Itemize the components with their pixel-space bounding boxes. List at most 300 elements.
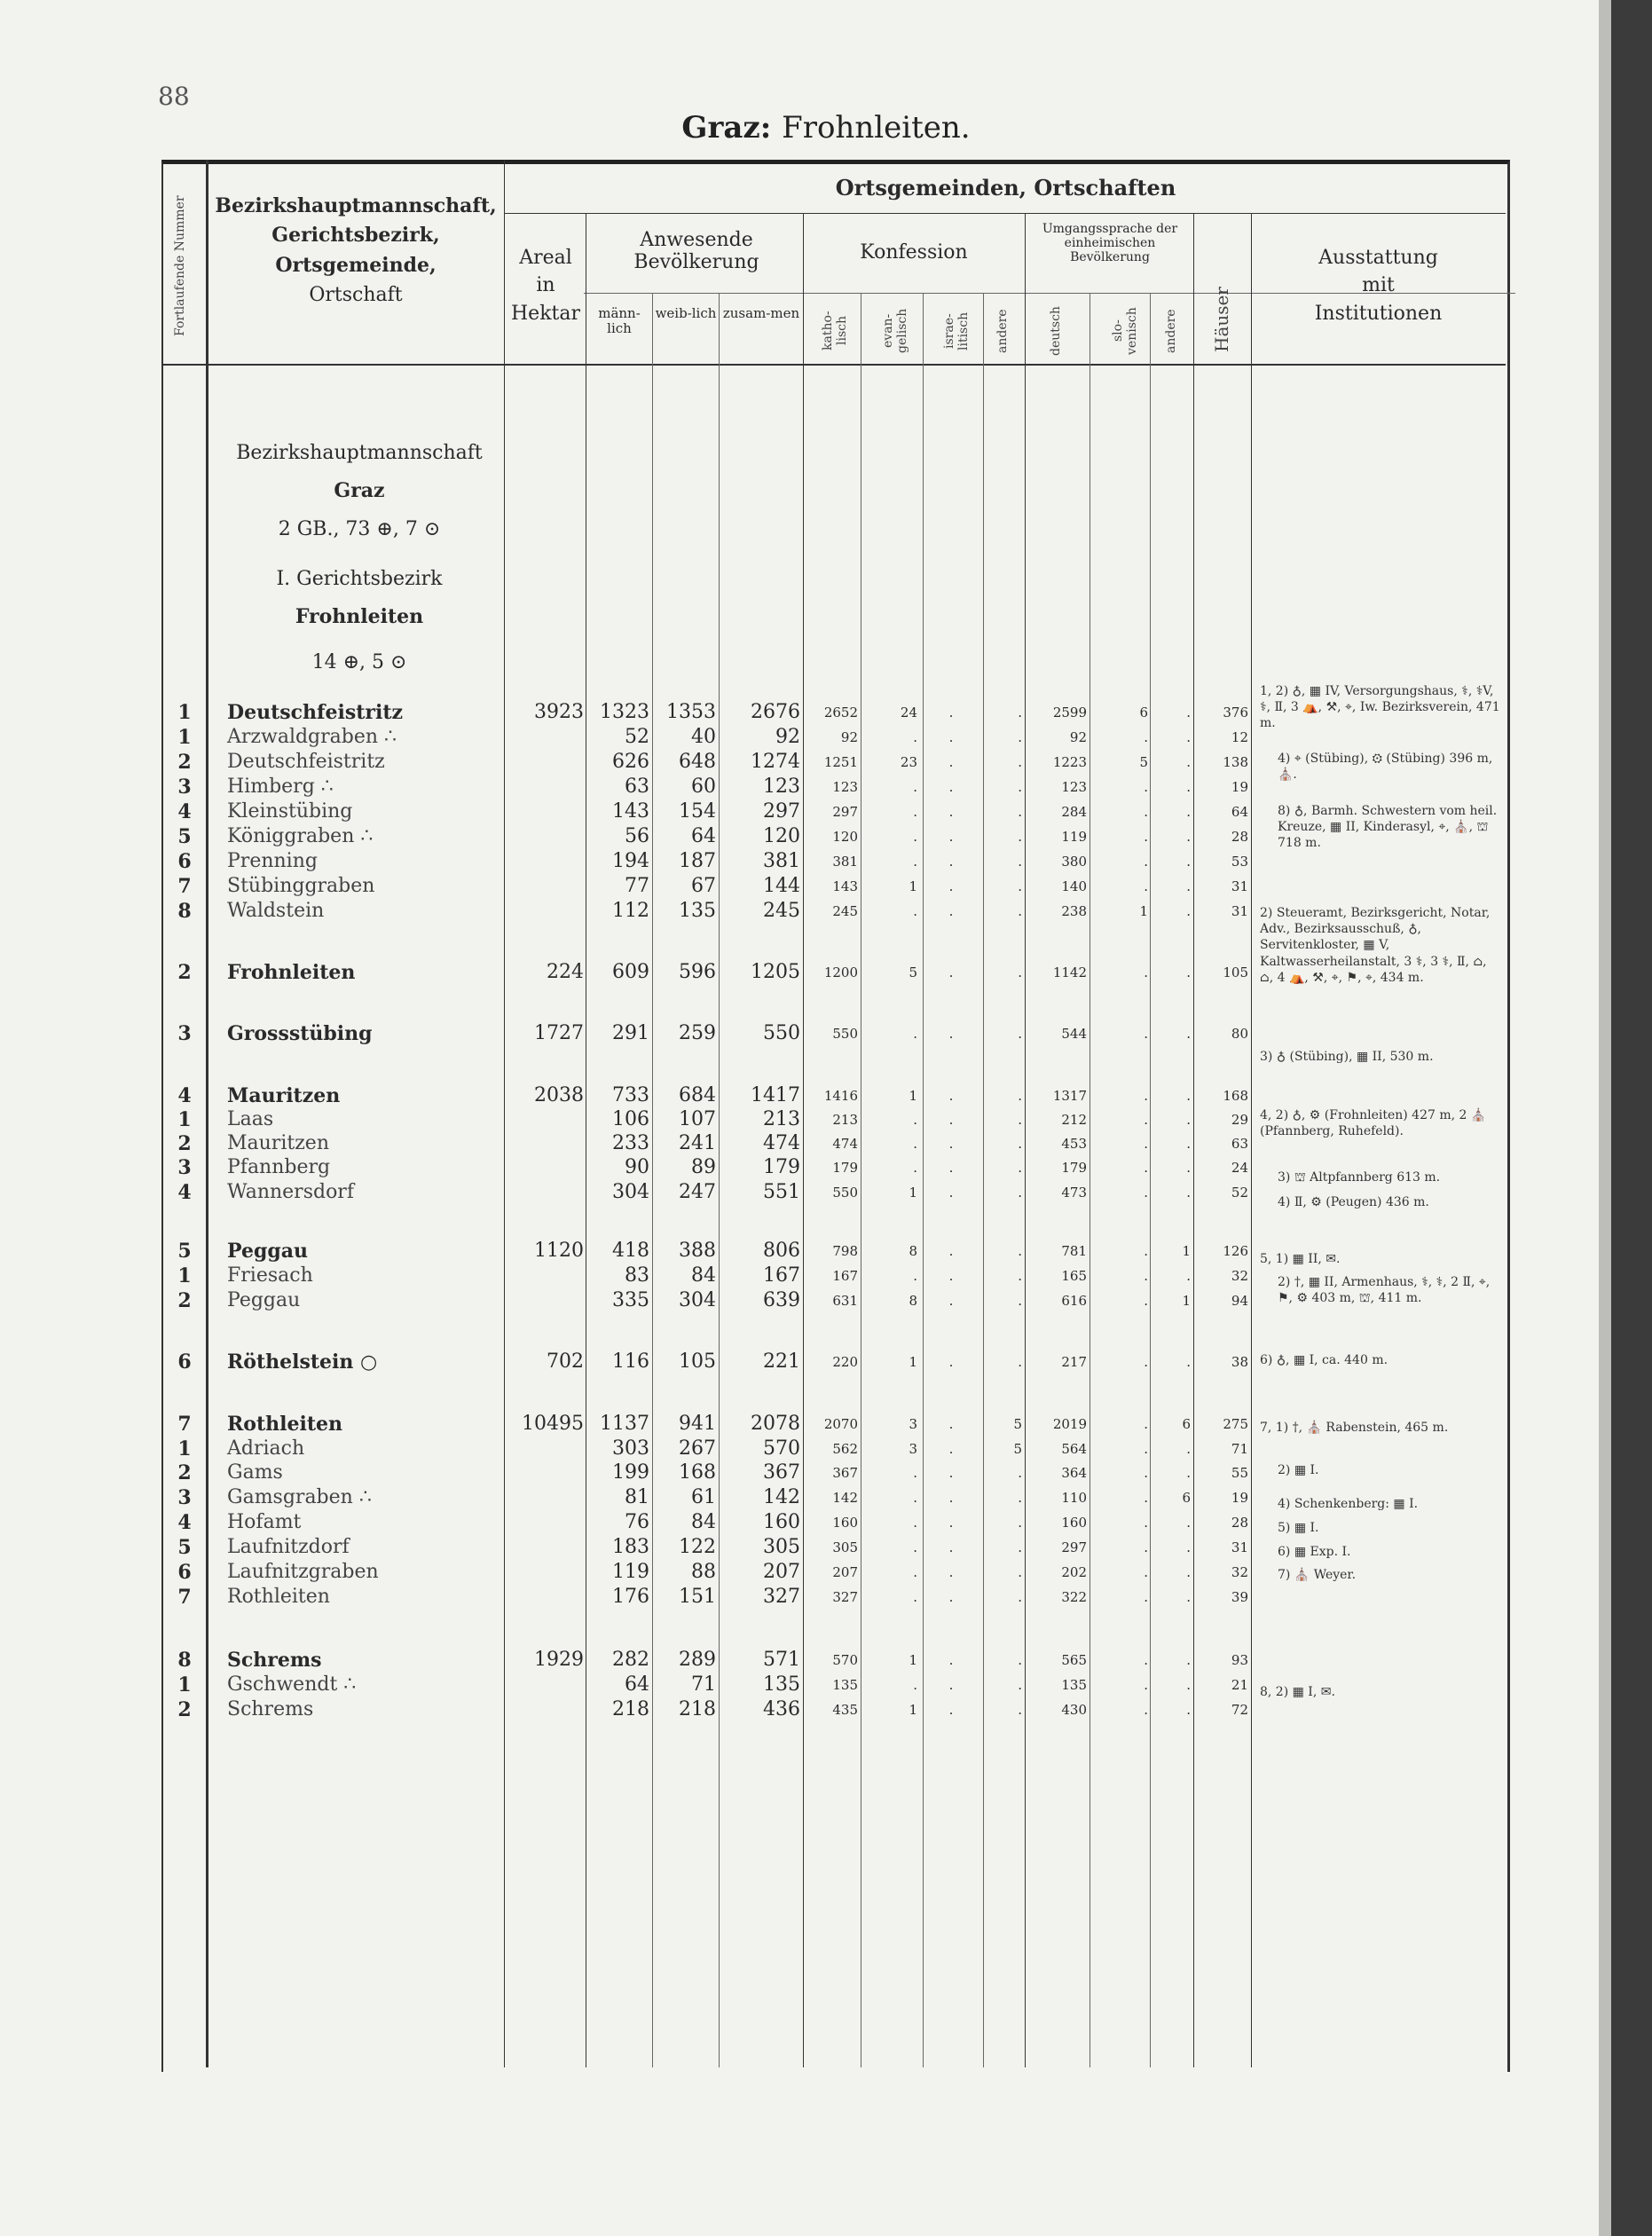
- row-and-cell: .: [1018, 1088, 1022, 1104]
- row-haus-cell: 28: [1231, 829, 1248, 845]
- row-slo-cell: .: [1144, 1652, 1148, 1668]
- row-name-cell: Rothleiten: [227, 1413, 342, 1436]
- header-bezirk-line3: Ortsgemeinde,: [275, 253, 437, 277]
- row-nr-cell: 3: [177, 1156, 192, 1179]
- row-deu-cell: 616: [1061, 1293, 1087, 1309]
- header-ausstattung-line1: Ausstattung: [1318, 247, 1438, 269]
- row-and2-cell: .: [1186, 1539, 1191, 1555]
- header-bottom-rule: [161, 364, 1506, 366]
- row-name-cell: Himberg ∴: [227, 776, 334, 798]
- ausstattung-note: 6) ♁, ▦ I, ca. 440 m.: [1260, 1353, 1388, 1367]
- row-name-cell: Grossstübing: [227, 1022, 373, 1045]
- row-isr-cell: .: [948, 1185, 954, 1201]
- col-rule: [719, 293, 720, 2067]
- row-haus-cell: 21: [1231, 1677, 1248, 1693]
- row-and2-cell: .: [1186, 1160, 1191, 1176]
- row-deu-cell: 119: [1061, 829, 1087, 845]
- row-evan-cell: .: [913, 779, 917, 795]
- row-and-cell: .: [1018, 729, 1022, 745]
- ausstattung-note: 2) Steueramt, Bezirksgericht, Notar, Adv., Bezirksausschuß, ♁, Servitenkloster, ▦ V, Kaltwasserheilanstalt, 3 ⚕, 3 ⚕, Ⅱ, ⌂, ⌂, 4 ⛺, ⚒, ⌖, ⚑, ⌖, 434 m.: [1260, 906, 1491, 985]
- row-slo-cell: .: [1144, 1515, 1148, 1531]
- row-m-cell: 1137: [600, 1413, 649, 1435]
- col-rule: [803, 213, 804, 2067]
- row-nr-cell: 3: [177, 1022, 192, 1045]
- row-and2-cell: .: [1186, 1136, 1191, 1152]
- row-w-cell: 89: [691, 1156, 716, 1178]
- row-z-cell: 297: [763, 800, 800, 823]
- row-deu-cell: 380: [1061, 854, 1087, 870]
- row-deu-cell: 2599: [1052, 705, 1087, 720]
- row-evan-cell: 1: [909, 1652, 917, 1668]
- row-and-cell: .: [1018, 1026, 1022, 1042]
- row-haus-cell: 53: [1231, 854, 1248, 870]
- row-deu-cell: 1142: [1052, 964, 1087, 980]
- row-haus-cell: 19: [1231, 779, 1248, 795]
- row-m-cell: 52: [625, 726, 649, 748]
- row-isr-cell: .: [948, 1088, 954, 1104]
- row-z-cell: 1274: [751, 751, 800, 773]
- row-isr-cell: .: [948, 1702, 954, 1718]
- ausstattung-note: 4) Ⅱ, ⚙ (Peugen) 436 m.: [1278, 1195, 1429, 1209]
- row-nr-cell: 5: [177, 1240, 192, 1263]
- row-name-cell: Deutschfeistritz: [227, 701, 403, 724]
- row-slo-cell: .: [1144, 1354, 1148, 1370]
- row-nr-cell: 4: [177, 800, 192, 823]
- col-rule: [652, 293, 653, 2067]
- row-nr-cell: 7: [177, 1586, 192, 1609]
- row-kath-cell: 1416: [823, 1088, 858, 1104]
- row-kath-cell: 2652: [823, 705, 858, 720]
- row-slo-cell: .: [1144, 729, 1148, 745]
- row-nr-cell: 7: [177, 1413, 192, 1436]
- row-deu-cell: 564: [1061, 1441, 1087, 1457]
- row-deu-cell: 781: [1061, 1243, 1087, 1259]
- intro-gb-label: I. Gerichtsbezirk: [276, 568, 443, 590]
- row-nr-cell: 2: [177, 1698, 192, 1721]
- row-areal-cell: 1120: [534, 1240, 584, 1262]
- row-haus-cell: 32: [1231, 1268, 1248, 1284]
- row-w-cell: 259: [679, 1022, 716, 1044]
- row-evan-cell: .: [913, 1490, 917, 1506]
- row-m-cell: 199: [612, 1461, 649, 1484]
- row-haus-cell: 28: [1231, 1515, 1248, 1531]
- row-slo-cell: .: [1144, 878, 1148, 894]
- row-and2-cell: .: [1186, 779, 1191, 795]
- row-slo-cell: 1: [1139, 903, 1148, 919]
- row-slo-cell: .: [1144, 964, 1148, 980]
- row-m-cell: 143: [612, 800, 649, 823]
- row-kath-cell: 305: [832, 1539, 858, 1555]
- row-z-cell: 327: [763, 1586, 800, 1608]
- intro-bh-stats: 2 GB., 73 ⊕, 7 ⊙: [278, 518, 441, 540]
- row-and2-cell: .: [1186, 729, 1191, 745]
- row-z-cell: 1205: [751, 961, 800, 983]
- row-nr-cell: 4: [177, 1084, 192, 1107]
- row-and2-cell: .: [1186, 1465, 1191, 1481]
- intro-bh-label: Bezirkshauptmannschaft: [236, 442, 483, 464]
- row-and2-cell: .: [1186, 878, 1191, 894]
- row-haus-cell: 38: [1231, 1354, 1248, 1370]
- title-place: Graz:: [681, 110, 772, 146]
- row-kath-cell: 120: [832, 829, 858, 845]
- header-katholisch: katho-lisch: [821, 311, 849, 351]
- row-slo-cell: .: [1144, 829, 1148, 845]
- row-evan-cell: 1: [909, 1088, 917, 1104]
- row-w-cell: 304: [679, 1289, 716, 1311]
- row-w-cell: 84: [691, 1264, 716, 1287]
- row-and-cell: .: [1018, 1465, 1022, 1481]
- header-andere1: andere: [995, 309, 1010, 353]
- row-m-cell: 282: [612, 1649, 649, 1671]
- row-slo-cell: .: [1144, 1185, 1148, 1201]
- row-haus-cell: 64: [1231, 804, 1248, 820]
- row-w-cell: 84: [691, 1511, 716, 1533]
- row-and2-cell: .: [1186, 1354, 1191, 1370]
- row-name-cell: Arzwaldgraben ∴: [227, 726, 397, 748]
- row-evan-cell: .: [913, 1515, 917, 1531]
- row-and2-cell: .: [1186, 1268, 1191, 1284]
- row-haus-cell: 31: [1231, 903, 1248, 919]
- row-nr-cell: 6: [177, 1561, 192, 1584]
- row-evan-cell: .: [913, 1539, 917, 1555]
- row-nr-cell: 1: [177, 726, 192, 749]
- row-isr-cell: .: [948, 1136, 954, 1152]
- row-kath-cell: 570: [832, 1652, 858, 1668]
- row-haus-cell: 55: [1231, 1465, 1248, 1481]
- row-and-cell: .: [1018, 1268, 1022, 1284]
- row-isr-cell: .: [948, 1441, 954, 1457]
- page-number: 88: [158, 82, 190, 111]
- row-nr-cell: 6: [177, 1350, 192, 1374]
- header-areal-line2: in: [536, 274, 555, 297]
- row-m-cell: 76: [625, 1511, 649, 1533]
- row-name-cell: Stübinggraben: [227, 875, 375, 897]
- row-m-cell: 64: [625, 1673, 649, 1696]
- row-and-cell: .: [1018, 854, 1022, 870]
- row-isr-cell: .: [948, 705, 954, 720]
- row-and-cell: .: [1018, 1515, 1022, 1531]
- row-name-cell: Peggau: [227, 1289, 301, 1311]
- row-kath-cell: 297: [832, 804, 858, 820]
- col-rule: [983, 293, 984, 2067]
- row-haus-cell: 12: [1231, 729, 1248, 745]
- row-name-cell: Laas: [227, 1108, 274, 1130]
- row-isr-cell: .: [948, 1354, 954, 1370]
- row-m-cell: 63: [625, 776, 649, 798]
- row-isr-cell: .: [948, 1112, 954, 1128]
- row-and2-cell: .: [1186, 1112, 1191, 1128]
- row-and-cell: .: [1018, 1652, 1022, 1668]
- row-name-cell: Kleinstübing: [227, 800, 353, 823]
- row-and2-cell: 6: [1182, 1490, 1191, 1506]
- row-and2-cell: .: [1186, 1702, 1191, 1718]
- row-kath-cell: 367: [832, 1465, 858, 1481]
- row-m-cell: 609: [612, 961, 649, 983]
- row-name-cell: Schrems: [227, 1649, 322, 1672]
- row-nr-cell: 3: [177, 1486, 192, 1509]
- row-slo-cell: .: [1144, 1465, 1148, 1481]
- row-slo-cell: .: [1144, 1490, 1148, 1506]
- row-deu-cell: 238: [1061, 903, 1087, 919]
- row-haus-cell: 39: [1231, 1589, 1248, 1605]
- row-and2-cell: 1: [1182, 1293, 1191, 1309]
- row-and2-cell: .: [1186, 804, 1191, 820]
- row-slo-cell: .: [1144, 1677, 1148, 1693]
- row-and2-cell: .: [1186, 1088, 1191, 1104]
- row-w-cell: 107: [679, 1108, 716, 1130]
- row-z-cell: 167: [763, 1264, 800, 1287]
- row-haus-cell: 275: [1223, 1416, 1248, 1432]
- header-bezirk-line1: Bezirkshauptmannschaft,: [215, 194, 497, 217]
- row-evan-cell: 8: [909, 1243, 917, 1259]
- row-and-cell: .: [1018, 1136, 1022, 1152]
- ausstattung-note: 5, 1) ▦ II, ✉.: [1260, 1252, 1341, 1266]
- row-kath-cell: 631: [832, 1293, 858, 1309]
- row-slo-cell: 5: [1139, 754, 1148, 770]
- intro-bh-name: Graz: [334, 479, 385, 502]
- row-and2-cell: .: [1186, 829, 1191, 845]
- row-haus-cell: 94: [1231, 1293, 1248, 1309]
- row-and-cell: 5: [1013, 1441, 1022, 1457]
- row-deu-cell: 110: [1061, 1490, 1087, 1506]
- row-m-cell: 83: [625, 1264, 649, 1287]
- header-areal-line1: Areal: [519, 247, 572, 269]
- row-kath-cell: 474: [832, 1136, 858, 1152]
- row-isr-cell: .: [948, 1515, 954, 1531]
- row-kath-cell: 798: [832, 1243, 858, 1259]
- row-name-cell: Hofamt: [227, 1511, 302, 1533]
- row-and-cell: .: [1018, 1677, 1022, 1693]
- header-andere2: andere: [1164, 309, 1178, 353]
- row-deu-cell: 135: [1061, 1677, 1087, 1693]
- row-evan-cell: .: [913, 1677, 917, 1693]
- row-kath-cell: 179: [832, 1160, 858, 1176]
- row-isr-cell: .: [948, 804, 954, 820]
- row-evan-cell: .: [913, 854, 917, 870]
- row-m-cell: 116: [612, 1350, 649, 1373]
- row-and2-cell: .: [1186, 1185, 1191, 1201]
- page-title: [0, 110, 1652, 146]
- intro-gb-stats: 14 ⊕, 5 ⊙: [311, 651, 407, 673]
- row-deu-cell: 123: [1061, 779, 1087, 795]
- row-z-cell: 207: [763, 1561, 800, 1583]
- row-kath-cell: 135: [832, 1677, 858, 1693]
- ausstattung-note: 4) Schenkenberg: ▦ I.: [1278, 1497, 1419, 1511]
- row-w-cell: 941: [679, 1413, 716, 1435]
- header-umgangssprache: Umgangssprache der einheimischen Bevölkerung: [1042, 222, 1178, 265]
- row-z-cell: 381: [763, 850, 800, 872]
- row-z-cell: 142: [763, 1486, 800, 1508]
- row-nr-cell: 2: [177, 751, 192, 774]
- row-w-cell: 64: [691, 825, 716, 847]
- row-areal-cell: 702: [547, 1350, 584, 1373]
- row-deu-cell: 202: [1061, 1564, 1087, 1580]
- row-z-cell: 570: [763, 1437, 800, 1460]
- row-w-cell: 168: [679, 1461, 716, 1484]
- row-name-cell: Laufnitzgraben: [227, 1561, 379, 1583]
- ausstattung-note: 2) †, ▦ II, Armenhaus, ⚕, ⚕, 2 Ⅱ, ⌖, ⚑, ⚙ 403 m, ⛫, 411 m.: [1278, 1275, 1491, 1306]
- row-and-cell: .: [1018, 1589, 1022, 1605]
- row-and2-cell: .: [1186, 705, 1191, 720]
- row-isr-cell: .: [948, 1243, 954, 1259]
- row-haus-cell: 80: [1231, 1026, 1248, 1042]
- row-and-cell: .: [1018, 1160, 1022, 1176]
- row-and-cell: .: [1018, 1539, 1022, 1555]
- row-m-cell: 304: [612, 1181, 649, 1203]
- row-and2-cell: .: [1186, 903, 1191, 919]
- row-haus-cell: 71: [1231, 1441, 1248, 1457]
- row-and2-cell: .: [1186, 1677, 1191, 1693]
- row-name-cell: Wannersdorf: [227, 1181, 354, 1203]
- row-slo-cell: .: [1144, 779, 1148, 795]
- header-bezirk-line4: Ortschaft: [309, 283, 403, 306]
- row-haus-cell: 63: [1231, 1136, 1248, 1152]
- row-areal-cell: 2038: [534, 1084, 584, 1106]
- row-z-cell: 367: [763, 1461, 800, 1484]
- row-z-cell: 160: [763, 1511, 800, 1533]
- row-isr-cell: .: [948, 829, 954, 845]
- row-isr-cell: .: [948, 1416, 954, 1432]
- ausstattung-note: 4, 2) ♁, ⚙ (Frohnleiten) 427 m, 2 ⛪ (Pfannberg, Ruhefeld).: [1260, 1108, 1487, 1139]
- row-deu-cell: 179: [1061, 1160, 1087, 1176]
- row-m-cell: 233: [612, 1132, 649, 1154]
- row-isr-cell: .: [948, 1564, 954, 1580]
- header-israelitisch: israe-litisch: [942, 311, 971, 350]
- row-isr-cell: .: [948, 1589, 954, 1605]
- row-name-cell: Friesach: [227, 1264, 313, 1287]
- header-zusammen: zusam-men: [722, 305, 800, 321]
- row-m-cell: 106: [612, 1108, 649, 1130]
- row-nr-cell: 1: [177, 1264, 192, 1287]
- row-haus-cell: 24: [1231, 1160, 1248, 1176]
- row-and2-cell: .: [1186, 1564, 1191, 1580]
- header-haeuser: Häuser: [1211, 287, 1232, 352]
- row-slo-cell: .: [1144, 1160, 1148, 1176]
- row-and-cell: .: [1018, 1112, 1022, 1128]
- row-nr-cell: 3: [177, 776, 192, 799]
- ausstattung-note: 4) ⌖ (Stübing), ⚙ (Stübing) 396 m, ⛪.: [1278, 752, 1493, 783]
- row-name-cell: Peggau: [227, 1240, 308, 1263]
- row-w-cell: 648: [679, 751, 716, 773]
- row-deu-cell: 284: [1061, 804, 1087, 820]
- row-slo-cell: .: [1144, 1112, 1148, 1128]
- row-haus-cell: 32: [1231, 1564, 1248, 1580]
- header-bezirk: [208, 195, 504, 306]
- row-haus-cell: 93: [1231, 1652, 1248, 1668]
- header-anwesende: Anwesende Bevölkerung: [633, 229, 759, 274]
- intro-gb-name: Frohnleiten: [295, 605, 424, 628]
- row-kath-cell: 550: [832, 1185, 858, 1201]
- row-nr-cell: 4: [177, 1181, 192, 1204]
- header-bezirk-line2: Gerichtsbezirk,: [271, 224, 440, 248]
- row-name-cell: Frohnleiten: [227, 961, 356, 984]
- row-deu-cell: 430: [1061, 1702, 1087, 1718]
- row-slo-cell: .: [1144, 804, 1148, 820]
- row-w-cell: 88: [691, 1561, 716, 1583]
- row-and2-cell: .: [1186, 964, 1191, 980]
- row-kath-cell: 220: [832, 1354, 858, 1370]
- row-haus-cell: 126: [1223, 1243, 1248, 1259]
- ausstattung-note: 8, 2) ▦ I, ✉.: [1260, 1685, 1335, 1699]
- row-and2-cell: 1: [1182, 1243, 1191, 1259]
- row-evan-cell: .: [913, 1268, 917, 1284]
- row-name-cell: Mauritzen: [227, 1132, 329, 1154]
- row-m-cell: 303: [612, 1437, 649, 1460]
- row-areal-cell: 3923: [534, 701, 584, 723]
- row-isr-cell: .: [948, 1160, 954, 1176]
- row-nr-cell: 5: [177, 1536, 192, 1559]
- row-z-cell: 123: [763, 776, 800, 798]
- row-m-cell: 176: [612, 1586, 649, 1608]
- row-nr-cell: 8: [177, 900, 192, 923]
- row-name-cell: Prenning: [227, 850, 318, 872]
- row-nr-cell: 2: [177, 1461, 192, 1484]
- row-slo-cell: .: [1144, 1589, 1148, 1605]
- row-kath-cell: 562: [832, 1441, 858, 1457]
- ausstattung-note: 2) ▦ I.: [1278, 1463, 1319, 1477]
- row-w-cell: 60: [691, 776, 716, 798]
- row-z-cell: 221: [763, 1350, 800, 1373]
- row-and-cell: .: [1018, 964, 1022, 980]
- row-and2-cell: .: [1186, 1026, 1191, 1042]
- row-haus-cell: 31: [1231, 878, 1248, 894]
- header-konfession: Konfession: [860, 241, 968, 264]
- row-name-cell: Gamsgraben ∴: [227, 1486, 372, 1508]
- row-isr-cell: .: [948, 1539, 954, 1555]
- row-m-cell: 418: [612, 1240, 649, 1262]
- row-name-cell: Schrems: [227, 1698, 314, 1720]
- row-m-cell: 56: [625, 825, 649, 847]
- row-m-cell: 1323: [600, 701, 649, 723]
- header-deutsch: deutsch: [1049, 306, 1063, 356]
- row-z-cell: 179: [763, 1156, 800, 1178]
- row-haus-cell: 19: [1231, 1490, 1248, 1506]
- row-haus-cell: 138: [1223, 754, 1248, 770]
- row-and2-cell: .: [1186, 1515, 1191, 1531]
- row-w-cell: 241: [679, 1132, 716, 1154]
- row-haus-cell: 72: [1231, 1702, 1248, 1718]
- row-slo-cell: .: [1144, 1243, 1148, 1259]
- row-haus-cell: 376: [1223, 705, 1248, 720]
- row-evan-cell: .: [913, 1112, 917, 1128]
- row-and2-cell: 6: [1182, 1416, 1191, 1432]
- row-isr-cell: .: [948, 1026, 954, 1042]
- ortsgemeinden-rule: [504, 213, 1506, 214]
- row-z-cell: 571: [763, 1649, 800, 1671]
- row-areal-cell: 10495: [522, 1413, 584, 1435]
- col-rule: [1193, 213, 1194, 2067]
- row-m-cell: 291: [612, 1022, 649, 1044]
- row-slo-cell: .: [1144, 1268, 1148, 1284]
- ausstattung-note: 3) ♁ (Stübing), ▦ II, 530 m.: [1260, 1050, 1434, 1064]
- col-rule: [1251, 213, 1252, 2067]
- header-fortlaufende: Fortlaufende Nummer: [173, 195, 187, 337]
- row-kath-cell: 245: [832, 903, 858, 919]
- row-nr-cell: 6: [177, 850, 192, 873]
- ausstattung-note: 7) ⛪ Weyer.: [1278, 1568, 1357, 1582]
- row-and-cell: .: [1018, 829, 1022, 845]
- row-w-cell: 71: [691, 1673, 716, 1696]
- row-evan-cell: 1: [909, 878, 917, 894]
- ausstattung-note: 6) ▦ Exp. I.: [1278, 1545, 1351, 1559]
- row-name-cell: Gschwendt ∴: [227, 1673, 357, 1696]
- row-and-cell: .: [1018, 804, 1022, 820]
- row-deu-cell: 1223: [1052, 754, 1087, 770]
- row-evan-cell: 24: [900, 705, 917, 720]
- row-m-cell: 81: [625, 1486, 649, 1508]
- title-sub: Frohnleiten.: [782, 110, 971, 146]
- row-kath-cell: 92: [840, 729, 858, 745]
